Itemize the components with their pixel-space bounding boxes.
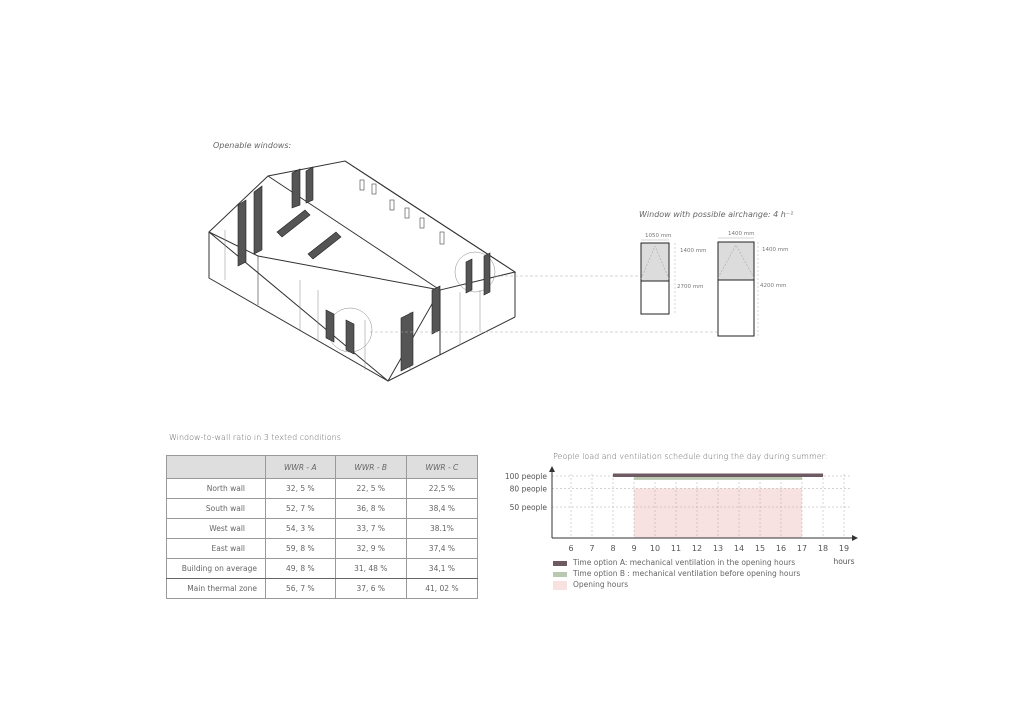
table-row xyxy=(167,519,478,539)
table-row xyxy=(167,579,478,599)
y-tick-label: 80 people xyxy=(509,484,547,494)
x-tick-label: 12 xyxy=(691,544,703,553)
x-axis-arrow xyxy=(852,535,858,541)
legend-label-option-a: Time option A: mechanical ventilation in the opening hours xyxy=(573,558,796,567)
table-cell: 31, 48 % xyxy=(335,559,406,579)
x-tick-label: 6 xyxy=(568,544,574,553)
wwr-title: Window-to-wall ratio in 3 texted conditions xyxy=(169,433,341,442)
x-tick-label: 7 xyxy=(589,544,595,553)
row-header: Building on average xyxy=(167,559,266,579)
header-cell: WWR - B xyxy=(335,456,406,479)
legend xyxy=(553,558,800,590)
wwr-table xyxy=(166,455,478,599)
table-cell: 41, 02 % xyxy=(406,579,477,599)
x-tick-label: 16 xyxy=(775,544,787,553)
window-elevation-1 xyxy=(633,230,723,330)
table-cell: 22, 5 % xyxy=(335,479,406,499)
x-tick-label: 15 xyxy=(754,544,766,553)
header-cell: WWR - A xyxy=(266,456,336,479)
table-cell: 38,4 % xyxy=(406,499,477,519)
w1-width-dim: 1050 mm xyxy=(645,233,672,239)
x-tick-label: 17 xyxy=(796,544,808,553)
y-axis-arrow xyxy=(549,466,555,472)
x-tick-label: 18 xyxy=(817,544,829,553)
table-row xyxy=(167,539,478,559)
y-tick-label: 100 people xyxy=(504,472,547,481)
legend-label-opening-hours: Opening hours xyxy=(573,580,629,589)
table-cell: 34,1 % xyxy=(406,559,477,579)
openable-windows-label: Openable windows: xyxy=(213,141,292,150)
table-cell: 49, 8 % xyxy=(266,559,336,579)
table-cell: 54, 3 % xyxy=(266,519,336,539)
table-cell: 37,4 % xyxy=(406,539,477,559)
x-tick-label: 19 xyxy=(838,544,850,553)
x-tick-label: 8 xyxy=(610,544,616,553)
x-tick-label: 14 xyxy=(733,544,745,553)
w2-bottom-dim: 4200 mm xyxy=(760,283,787,289)
table-row xyxy=(167,479,478,499)
x-tick-label: 10 xyxy=(649,544,661,553)
table-row xyxy=(167,559,478,579)
table-cell: 32, 9 % xyxy=(335,539,406,559)
table-cell: 33, 7 % xyxy=(335,519,406,539)
table-cell: 36, 8 % xyxy=(335,499,406,519)
w1-bottom-dim: 2700 mm xyxy=(677,284,704,290)
window-airchange-title: Window with possible airchange: 4 h⁻¹ xyxy=(639,210,794,219)
table-header-row xyxy=(167,456,478,479)
table-cell: 52, 7 % xyxy=(266,499,336,519)
x-tick-label: 13 xyxy=(712,544,724,553)
x-tick-label: 9 xyxy=(631,544,637,553)
legend-swatch-opening-hours xyxy=(553,581,567,590)
table-cell: 38.1% xyxy=(406,519,477,539)
header-cell: WWR - C xyxy=(406,456,477,479)
table-cell: 59, 8 % xyxy=(266,539,336,559)
legend-item-option-a xyxy=(553,558,800,567)
row-header: South wall xyxy=(167,499,266,519)
table-row xyxy=(167,499,478,519)
table-cell: 22,5 % xyxy=(406,479,477,499)
row-header: West wall xyxy=(167,519,266,539)
table-cell: 37, 6 % xyxy=(335,579,406,599)
x-axis-label: hours xyxy=(833,557,855,566)
w1-top-dim: 1400 mm xyxy=(680,248,707,254)
table-cell: 56, 7 % xyxy=(266,579,336,599)
legend-item-option-b xyxy=(553,569,800,578)
legend-item-opening-hours xyxy=(553,580,800,590)
w2-width-dim: 1400 mm xyxy=(728,231,755,237)
row-header: Main thermal zone xyxy=(167,579,266,599)
chart-title: People load and ventilation schedule during the day during summer: xyxy=(553,452,828,461)
option-b-bar xyxy=(634,477,802,480)
option-a-bar xyxy=(613,474,823,478)
legend-swatch-option-a xyxy=(553,561,567,566)
legend-label-option-b: Time option B : mechanical ventilation before opening hours xyxy=(573,569,801,578)
y-tick-label: 50 people xyxy=(509,503,547,512)
legend-swatch-option-b xyxy=(553,572,567,577)
row-header: East wall xyxy=(167,539,266,559)
w2-top-dim: 1400 mm xyxy=(762,247,789,253)
row-header: North wall xyxy=(167,479,266,499)
table-cell: 32, 5 % xyxy=(266,479,336,499)
header-cell xyxy=(167,456,266,479)
x-tick-label: 11 xyxy=(670,544,682,553)
